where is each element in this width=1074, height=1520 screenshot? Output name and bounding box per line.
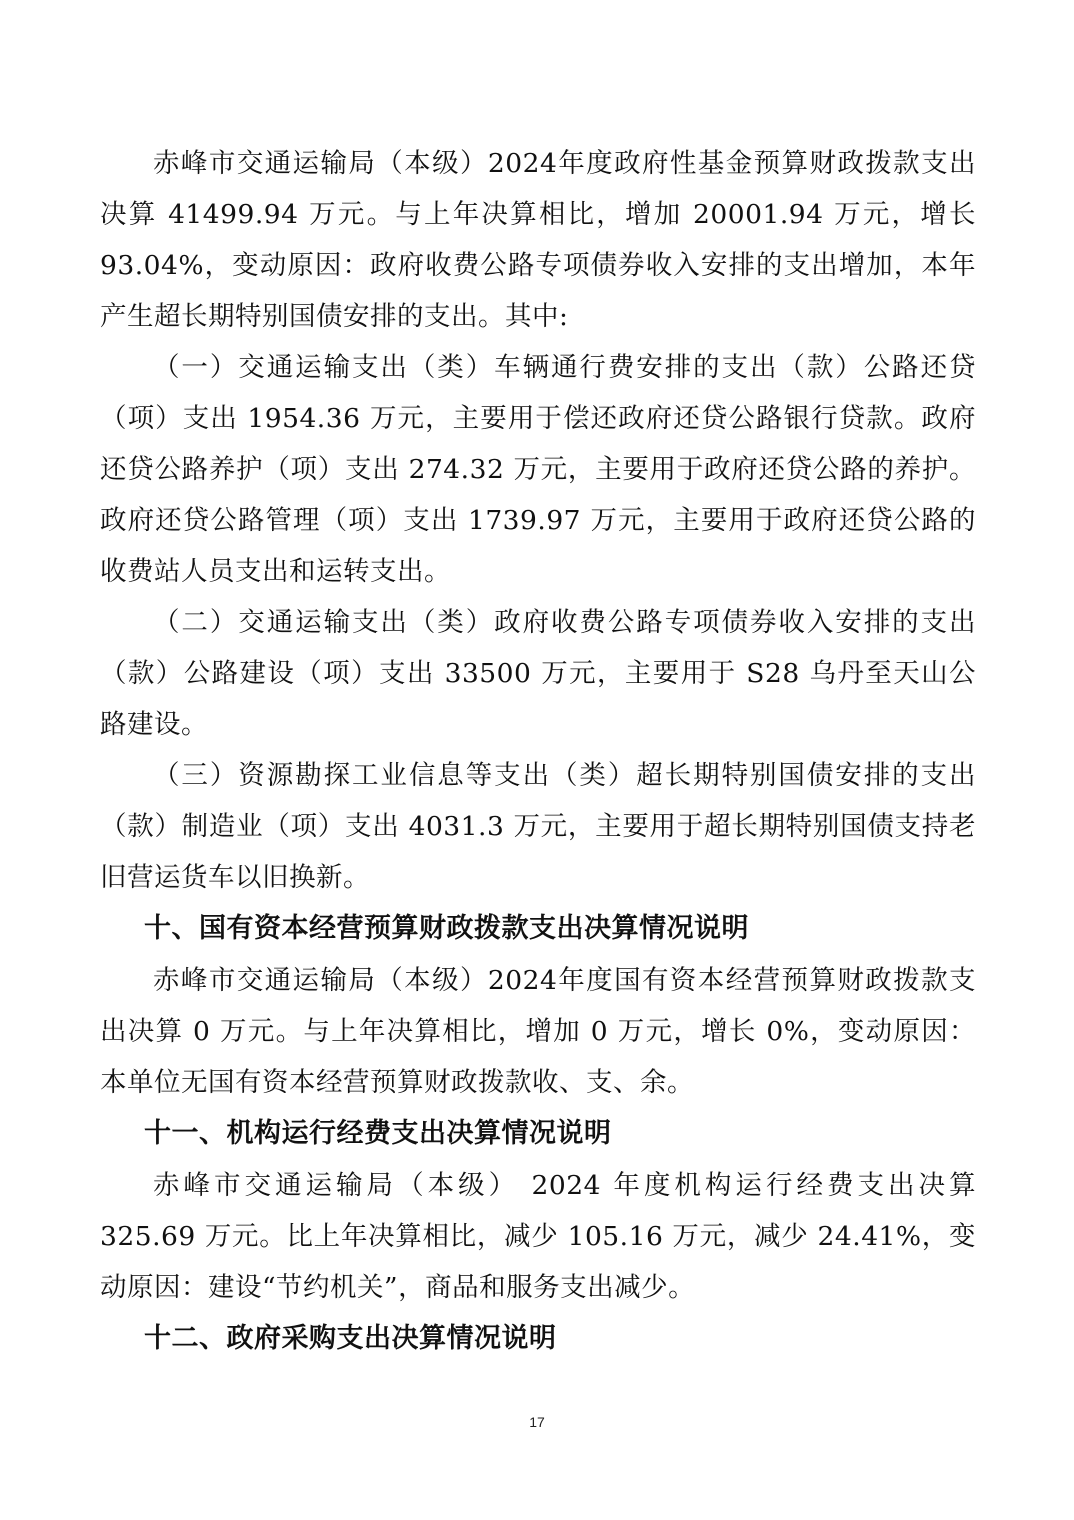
paragraph-fund-budget-summary: 赤峰市交通运输局（本级）2024年度政府性基金预算财政拨款支出决算 41499.94 万元。与上年决算相比，增加 20001.94 万元，增长 93.04%，变动原因：政府收费公路专项债券收入安排的支出增加，本年产生超长期特别国债安排的支出。其中: [100, 148, 976, 332]
paragraph-item-three: （三）资源勘探工业信息等支出（类）超长期特别国债安排的支出（款）制造业（项）支出 4031.3 万元，主要用于超长期特别国债支持老旧营运货车以旧换新。 [100, 760, 976, 893]
section-heading-procurement: 十二、政府采购支出决算情况说明 [144, 1323, 557, 1354]
paragraph-state-capital: 赤峰市交通运输局（本级）2024年度国有资本经营预算财政拨款支出决算 0 万元。与上年决算相比，增加 0 万元，增长 0%，变动原因：本单位无国有资本经营预算财政拨款收、支、余。 [100, 965, 976, 1098]
document-page [100, 138, 976, 1365]
section-heading-operating-expenses: 十一、机构运行经费支出决算情况说明 [144, 1118, 612, 1149]
paragraph-operating-expenses: 赤峰市交通运输局（本级） 2024 年度机构运行经费支出决算 325.69 万元。比上年决算相比，减少 105.16 万元，减少 24.41%，变动原因：建设“节约机关”，商品和服务支出减少。 [100, 1170, 976, 1303]
section-heading-state-capital: 十、国有资本经营预算财政拨款支出决算情况说明 [144, 913, 749, 944]
paragraph-item-two: （二）交通运输支出（类）政府收费公路专项债券收入安排的支出（款）公路建设（项）支出 33500 万元，主要用于 S28 乌丹至天山公路建设。 [100, 607, 976, 740]
paragraph-item-one: （一）交通运输支出（类）车辆通行费安排的支出（款）公路还贷（项）支出 1954.36 万元，主要用于偿还政府还贷公路银行贷款。政府还贷公路养护（项）支出 274.32 万元，主要用于政府还贷公路的养护。政府还贷公路管理（项）支出 1739.97 万元，主要用于政府还贷公路的收费站人员支出和运转支出。 [100, 352, 976, 587]
page-number: 17 [529, 1414, 545, 1430]
